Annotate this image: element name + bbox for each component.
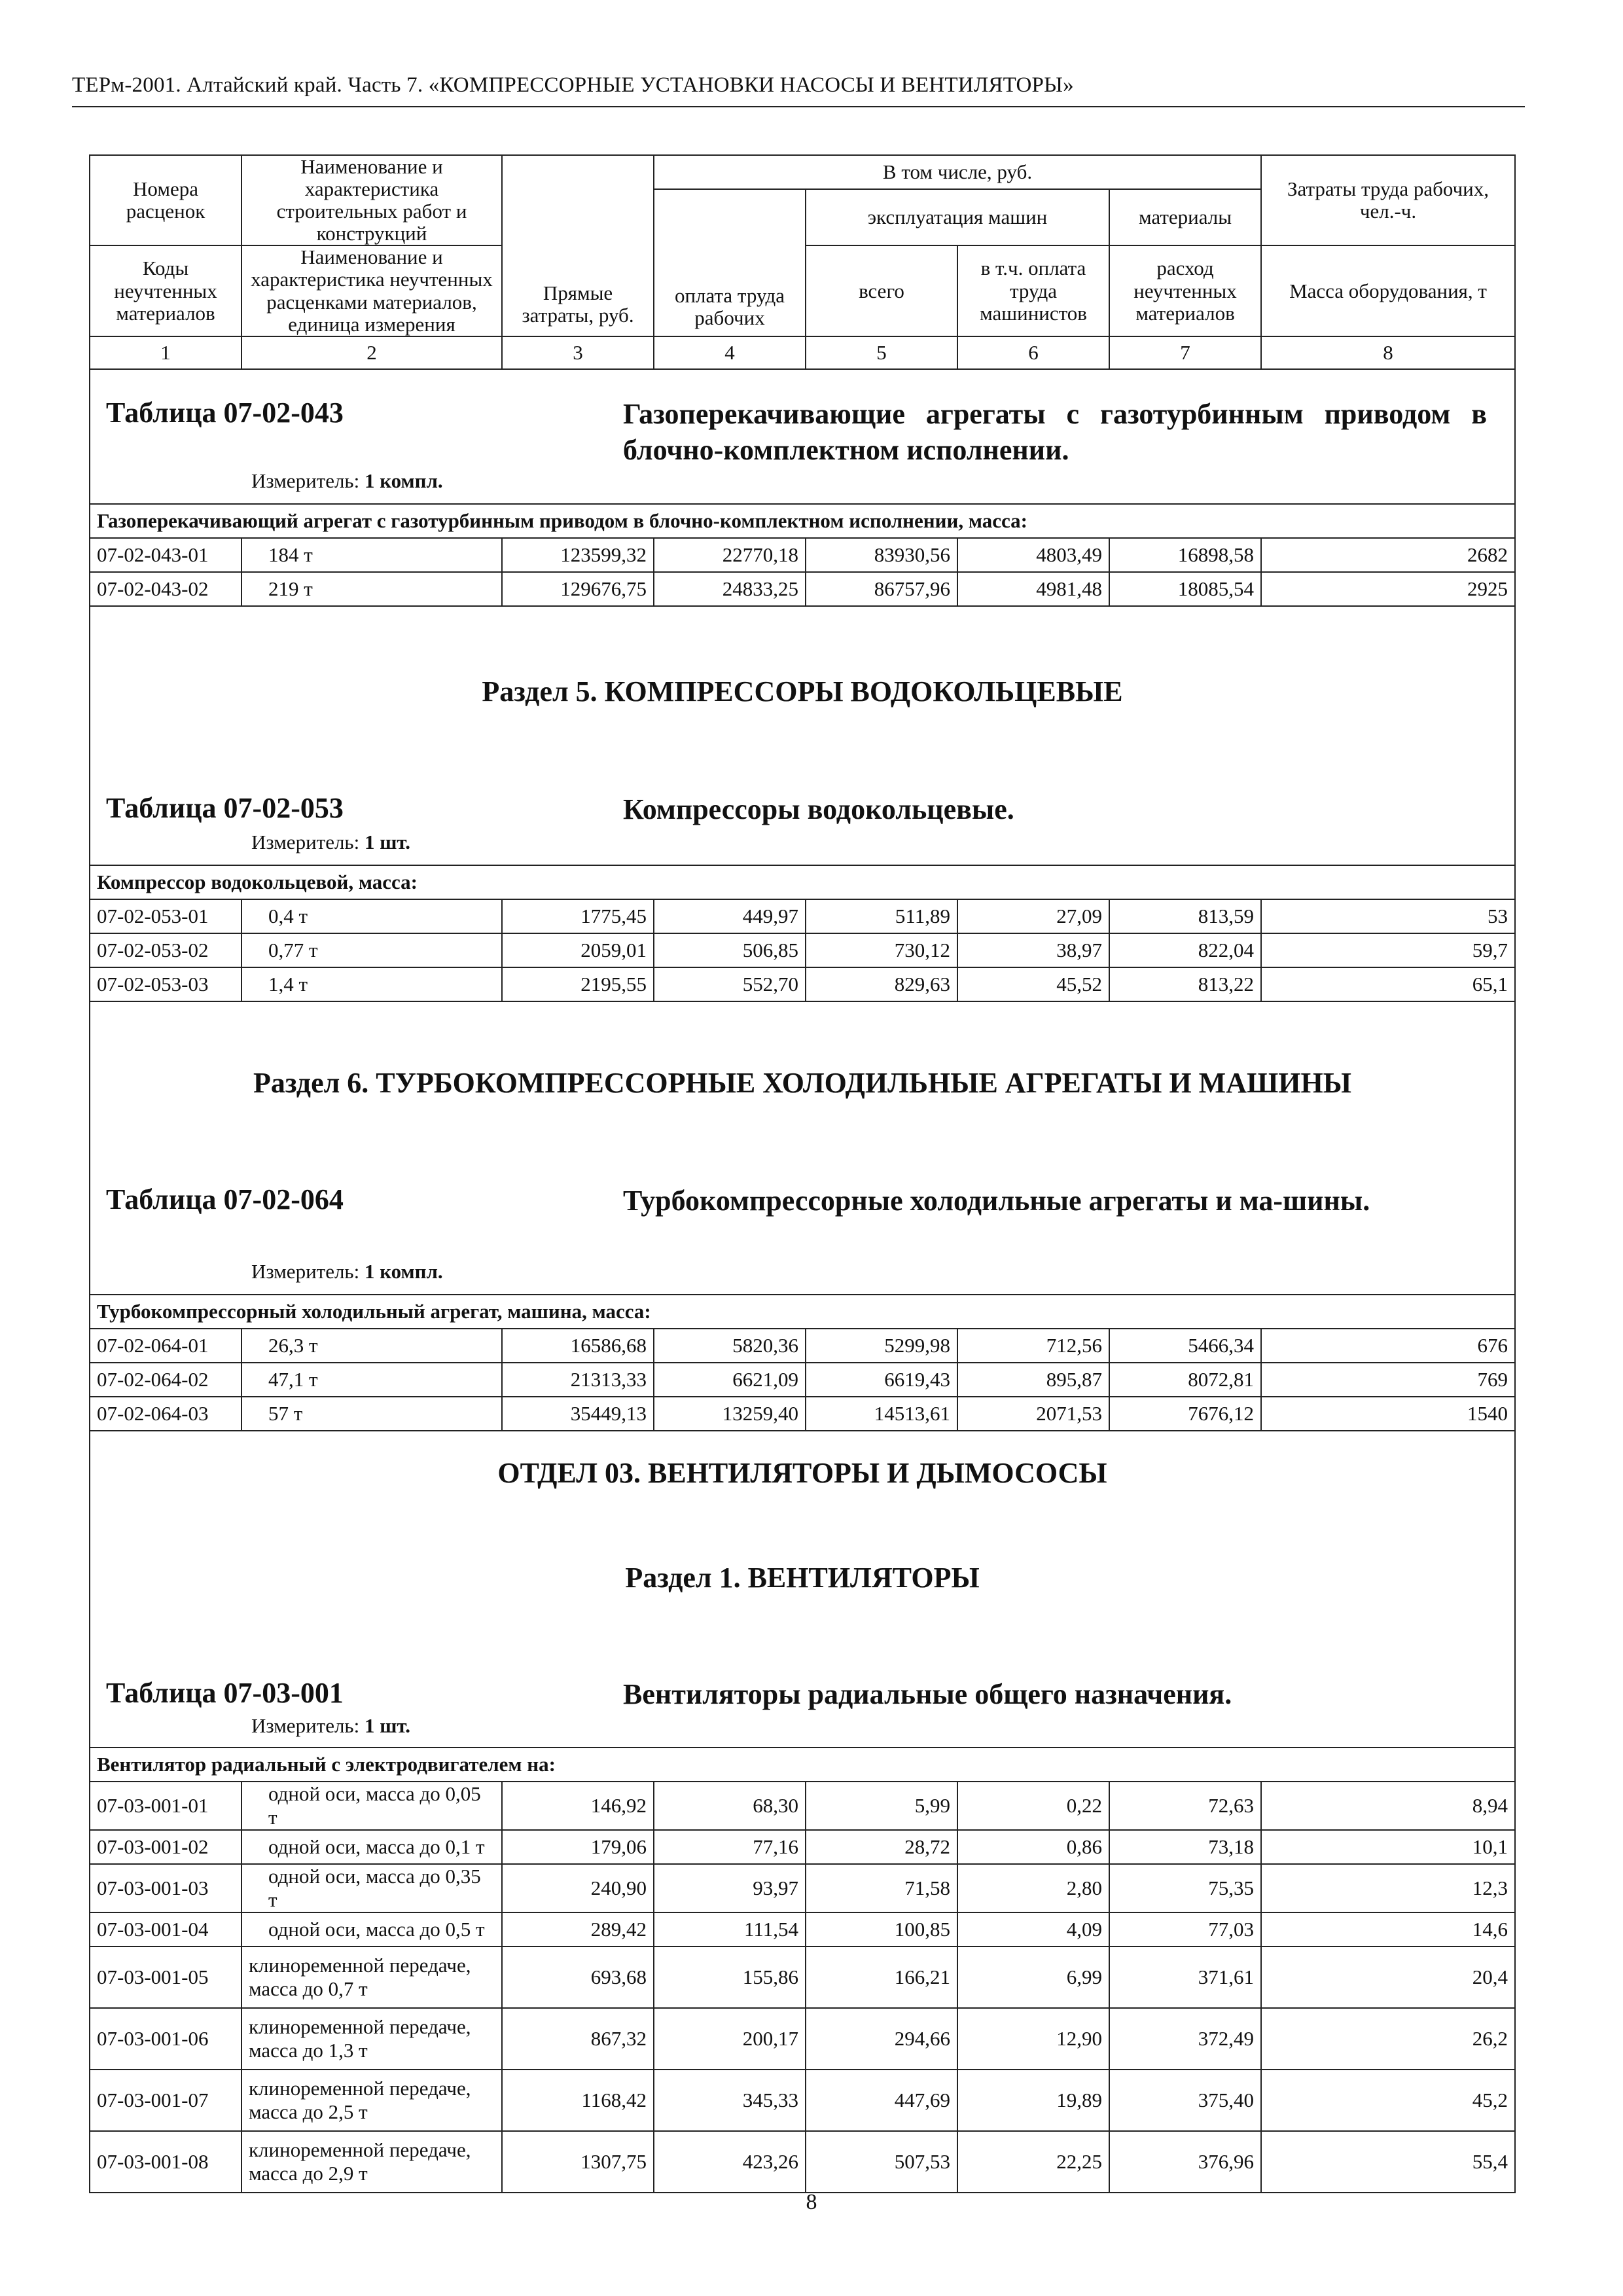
labor-pay: 68,30 <box>654 1782 806 1830</box>
work-name: клиноременной передаче, масса до 2,9 т <box>241 2131 502 2193</box>
department-heading: ОТДЕЛ 03. ВЕНТИЛЯТОРЫ И ДЫМОСОСЫ <box>497 1456 1107 1489</box>
mass: 45,2 <box>1261 2070 1515 2131</box>
table-title: Таблица 07-03-001 <box>106 1676 344 1709</box>
table-description: Вентиляторы радиальные общего назначения. <box>623 1677 1232 1710</box>
rate-code: 07-03-001-01 <box>90 1782 241 1830</box>
machinist-pay: 712,56 <box>957 1329 1109 1363</box>
mass: 26,2 <box>1261 2008 1515 2070</box>
direct-cost: 35449,13 <box>502 1397 654 1431</box>
machinist-pay: 2071,53 <box>957 1397 1109 1431</box>
col-number: 7 <box>1109 336 1261 369</box>
table-description: Газоперекачивающие агрегаты с газотурбинным приводом в блочно-комплектном исполнении. <box>623 397 1487 466</box>
table-row <box>90 1830 1515 1864</box>
machinist-pay: 0,86 <box>957 1830 1109 1864</box>
labor-pay: 449,97 <box>654 899 806 933</box>
measure-unit: Измеритель: 1 шт. <box>251 1713 411 1737</box>
materials-cost: 8072,81 <box>1109 1363 1261 1397</box>
materials-cost: 813,22 <box>1109 967 1261 1001</box>
rate-code: 07-03-001-08 <box>90 2131 241 2193</box>
labor-pay: 552,70 <box>654 967 806 1001</box>
work-name: 0,4 т <box>241 899 502 933</box>
work-name: 0,77 т <box>241 933 502 967</box>
table-row <box>90 538 1515 572</box>
materials-cost: 73,18 <box>1109 1830 1261 1864</box>
direct-cost: 693,68 <box>502 1946 654 2008</box>
mass: 55,4 <box>1261 2131 1515 2193</box>
materials-cost: 75,35 <box>1109 1864 1261 1912</box>
header-rule <box>72 106 1525 107</box>
table-row <box>90 1946 1515 2008</box>
col8-header-top: Затраты труда рабочих, чел.-ч. <box>1261 155 1515 245</box>
labor-pay: 5820,36 <box>654 1329 806 1363</box>
materials-cost: 7676,12 <box>1109 1397 1261 1431</box>
direct-cost: 179,06 <box>502 1830 654 1864</box>
labor-pay: 93,97 <box>654 1864 806 1912</box>
work-name: 184 т <box>241 538 502 572</box>
col3-header: Прямые затраты, руб. <box>502 155 654 336</box>
work-name: одной оси, масса до 0,35 т <box>241 1864 502 1912</box>
mass: 10,1 <box>1261 1830 1515 1864</box>
materials-cost: 18085,54 <box>1109 572 1261 606</box>
rate-code: 07-02-053-02 <box>90 933 241 967</box>
table-row <box>90 572 1515 606</box>
machinist-pay: 27,09 <box>957 899 1109 933</box>
running-header: ТЕРм-2001. Алтайский край. Часть 7. «КОМПРЕССОРНЫЕ УСТАНОВКИ НАСОСЫ И ВЕНТИЛЯТОРЫ» <box>72 73 1074 97</box>
work-name: клиноременной передаче, масса до 1,3 т <box>241 2008 502 2070</box>
rate-code: 07-02-053-03 <box>90 967 241 1001</box>
mass: 20,4 <box>1261 1946 1515 2008</box>
mass: 53 <box>1261 899 1515 933</box>
labor-pay: 13259,40 <box>654 1397 806 1431</box>
table-row <box>90 933 1515 967</box>
table-row <box>90 1397 1515 1431</box>
labor-pay: 200,17 <box>654 2008 806 2070</box>
table-row <box>90 2070 1515 2131</box>
rate-code: 07-02-043-01 <box>90 538 241 572</box>
included-header: В том числе, руб. <box>654 155 1261 189</box>
table-row <box>90 1864 1515 1912</box>
col-number: 4 <box>654 336 806 369</box>
table-title: Таблица 07-02-053 <box>106 791 344 824</box>
group-heading: Турбокомпрессорный холодильный агрегат, машина, масса: <box>90 1295 1515 1329</box>
machine-total: 28,72 <box>806 1830 957 1864</box>
materials-cost: 372,49 <box>1109 2008 1261 2070</box>
rate-code: 07-02-043-02 <box>90 572 241 606</box>
rate-code: 07-02-064-01 <box>90 1329 241 1363</box>
group-heading: Вентилятор радиальный с электродвигателем на: <box>90 1748 1515 1782</box>
machine-total: 730,12 <box>806 933 957 967</box>
col-number: 2 <box>241 336 502 369</box>
group-heading: Газоперекачивающий агрегат с газотурбинным приводом в блочно-комплектном исполнении, масса: <box>90 504 1515 538</box>
direct-cost: 146,92 <box>502 1782 654 1830</box>
machinist-pay: 4803,49 <box>957 538 1109 572</box>
rate-code: 07-03-001-03 <box>90 1864 241 1912</box>
col5-header: всего <box>806 245 957 336</box>
machine-total: 166,21 <box>806 1946 957 2008</box>
table-row <box>90 1912 1515 1946</box>
mass: 2682 <box>1261 538 1515 572</box>
direct-cost: 129676,75 <box>502 572 654 606</box>
machinist-pay: 4981,48 <box>957 572 1109 606</box>
machinist-pay: 895,87 <box>957 1363 1109 1397</box>
rate-code: 07-02-064-02 <box>90 1363 241 1397</box>
machinist-pay: 45,52 <box>957 967 1109 1001</box>
work-name: клиноременной передаче, масса до 0,7 т <box>241 1946 502 2008</box>
materials-cost: 77,03 <box>1109 1912 1261 1946</box>
labor-pay: 24833,25 <box>654 572 806 606</box>
measure-unit: Измеритель: 1 компл. <box>251 1259 443 1283</box>
work-name: 57 т <box>241 1397 502 1431</box>
table-row <box>90 1782 1515 1830</box>
materials-cost: 813,59 <box>1109 899 1261 933</box>
rate-code: 07-02-053-01 <box>90 899 241 933</box>
machine-total: 71,58 <box>806 1864 957 1912</box>
work-name: одной оси, масса до 0,1 т <box>241 1830 502 1864</box>
labor-pay: 6621,09 <box>654 1363 806 1397</box>
machine-total: 511,89 <box>806 899 957 933</box>
col1-header-bottom: Коды неучтенных материалов <box>90 245 241 336</box>
direct-cost: 1775,45 <box>502 899 654 933</box>
rate-code: 07-03-001-06 <box>90 2008 241 2070</box>
machine-total: 507,53 <box>806 2131 957 2193</box>
labor-pay: 506,85 <box>654 933 806 967</box>
table-row <box>90 967 1515 1001</box>
machines-header: эксплуатация машин <box>806 189 1109 245</box>
direct-cost: 2195,55 <box>502 967 654 1001</box>
machinist-pay: 22,25 <box>957 2131 1109 2193</box>
table-row <box>90 2131 1515 2193</box>
machine-total: 5299,98 <box>806 1329 957 1363</box>
labor-pay: 155,86 <box>654 1946 806 2008</box>
direct-cost: 240,90 <box>502 1864 654 1912</box>
machine-total: 447,69 <box>806 2070 957 2131</box>
rate-code: 07-03-001-02 <box>90 1830 241 1864</box>
rate-code: 07-02-064-03 <box>90 1397 241 1431</box>
col-number: 8 <box>1261 336 1515 369</box>
labor-pay: 111,54 <box>654 1912 806 1946</box>
labor-pay: 345,33 <box>654 2070 806 2131</box>
rate-code: 07-03-001-07 <box>90 2070 241 2131</box>
table-row <box>90 899 1515 933</box>
direct-cost: 16586,68 <box>502 1329 654 1363</box>
labor-pay: 77,16 <box>654 1830 806 1864</box>
col-number: 1 <box>90 336 241 369</box>
col2-header-top: Наименование и характеристика строительных работ и конструкций <box>241 155 502 245</box>
mass: 769 <box>1261 1363 1515 1397</box>
table-heading-block <box>90 1001 1515 1295</box>
mass: 2925 <box>1261 572 1515 606</box>
table-heading-block <box>90 369 1515 504</box>
price-table <box>89 154 1516 2193</box>
col4-header: оплата труда рабочих <box>654 189 806 336</box>
section-heading: Раздел 6. ТУРБОКОМПРЕССОРНЫЕ ХОЛОДИЛЬНЫЕ АГРЕГАТЫ И МАШИНЫ <box>253 1066 1351 1099</box>
work-name: 219 т <box>241 572 502 606</box>
work-name: 47,1 т <box>241 1363 502 1397</box>
labor-pay: 423,26 <box>654 2131 806 2193</box>
work-name: одной оси, масса до 0,05 т <box>241 1782 502 1830</box>
price-table-frame <box>89 154 1514 2193</box>
group-heading: Компрессор водокольцевой, масса: <box>90 865 1515 899</box>
measure-unit: Измеритель: 1 компл. <box>251 469 443 492</box>
measure-unit: Измеритель: 1 шт. <box>251 830 411 853</box>
machine-total: 14513,61 <box>806 1397 957 1431</box>
col1-header-top: Номера расценок <box>90 155 241 245</box>
materials-cost: 5466,34 <box>1109 1329 1261 1363</box>
mass: 676 <box>1261 1329 1515 1363</box>
machinist-pay: 19,89 <box>957 2070 1109 2131</box>
work-name: одной оси, масса до 0,5 т <box>241 1912 502 1946</box>
page-number: 8 <box>806 2190 817 2214</box>
work-name: клиноременной передаче, масса до 2,5 т <box>241 2070 502 2131</box>
materials-cost: 16898,58 <box>1109 538 1261 572</box>
rate-code: 07-03-001-04 <box>90 1912 241 1946</box>
rate-code: 07-03-001-05 <box>90 1946 241 2008</box>
mass: 14,6 <box>1261 1912 1515 1946</box>
direct-cost: 867,32 <box>502 2008 654 2070</box>
table-row <box>90 2008 1515 2070</box>
direct-cost: 123599,32 <box>502 538 654 572</box>
machine-total: 294,66 <box>806 2008 957 2070</box>
machinist-pay: 38,97 <box>957 933 1109 967</box>
materials-header: материалы <box>1109 189 1261 245</box>
direct-cost: 1168,42 <box>502 2070 654 2131</box>
materials-cost: 822,04 <box>1109 933 1261 967</box>
table-description: Компрессоры водокольцевые. <box>623 793 1014 825</box>
machinist-pay: 4,09 <box>957 1912 1109 1946</box>
table-title: Таблица 07-02-064 <box>106 1183 344 1215</box>
machine-total: 6619,43 <box>806 1363 957 1397</box>
table-heading-block <box>90 1431 1515 1748</box>
work-name: 26,3 т <box>241 1329 502 1363</box>
col7-header: расход неучтенных материалов <box>1109 245 1261 336</box>
machinist-pay: 2,80 <box>957 1864 1109 1912</box>
table-row <box>90 1329 1515 1363</box>
section-heading: Раздел 5. КОМПРЕССОРЫ ВОДОКОЛЬЦЕВЫЕ <box>482 675 1123 708</box>
machine-total: 86757,96 <box>806 572 957 606</box>
section-heading: Раздел 1. ВЕНТИЛЯТОРЫ <box>625 1561 980 1594</box>
direct-cost: 1307,75 <box>502 2131 654 2193</box>
machinist-pay: 6,99 <box>957 1946 1109 2008</box>
col-number: 3 <box>502 336 654 369</box>
direct-cost: 289,42 <box>502 1912 654 1946</box>
direct-cost: 21313,33 <box>502 1363 654 1397</box>
mass: 8,94 <box>1261 1782 1515 1830</box>
mass: 59,7 <box>1261 933 1515 967</box>
table-title: Таблица 07-02-043 <box>106 396 344 429</box>
table-heading-block <box>90 606 1515 865</box>
materials-cost: 376,96 <box>1109 2131 1261 2193</box>
work-name: 1,4 т <box>241 967 502 1001</box>
mass: 1540 <box>1261 1397 1515 1431</box>
machinist-pay: 0,22 <box>957 1782 1109 1830</box>
machinist-pay: 12,90 <box>957 2008 1109 2070</box>
materials-cost: 72,63 <box>1109 1782 1261 1830</box>
direct-cost: 2059,01 <box>502 933 654 967</box>
mass: 12,3 <box>1261 1864 1515 1912</box>
machine-total: 829,63 <box>806 967 957 1001</box>
table-row <box>90 1363 1515 1397</box>
col-number: 5 <box>806 336 957 369</box>
col8-header-bottom: Масса оборудования, т <box>1261 245 1515 336</box>
mass: 65,1 <box>1261 967 1515 1001</box>
machine-total: 83930,56 <box>806 538 957 572</box>
col-number: 6 <box>957 336 1109 369</box>
labor-pay: 22770,18 <box>654 538 806 572</box>
col2-header-bottom: Наименование и характеристика неучтенных расценками материалов, единица измерения <box>241 245 502 336</box>
table-description: Турбокомпрессорные холодильные агрегаты и ма-шины. <box>623 1184 1370 1217</box>
materials-cost: 371,61 <box>1109 1946 1261 2008</box>
machine-total: 5,99 <box>806 1782 957 1830</box>
col6-header: в т.ч. оплата труда машинистов <box>957 245 1109 336</box>
materials-cost: 375,40 <box>1109 2070 1261 2131</box>
machine-total: 100,85 <box>806 1912 957 1946</box>
